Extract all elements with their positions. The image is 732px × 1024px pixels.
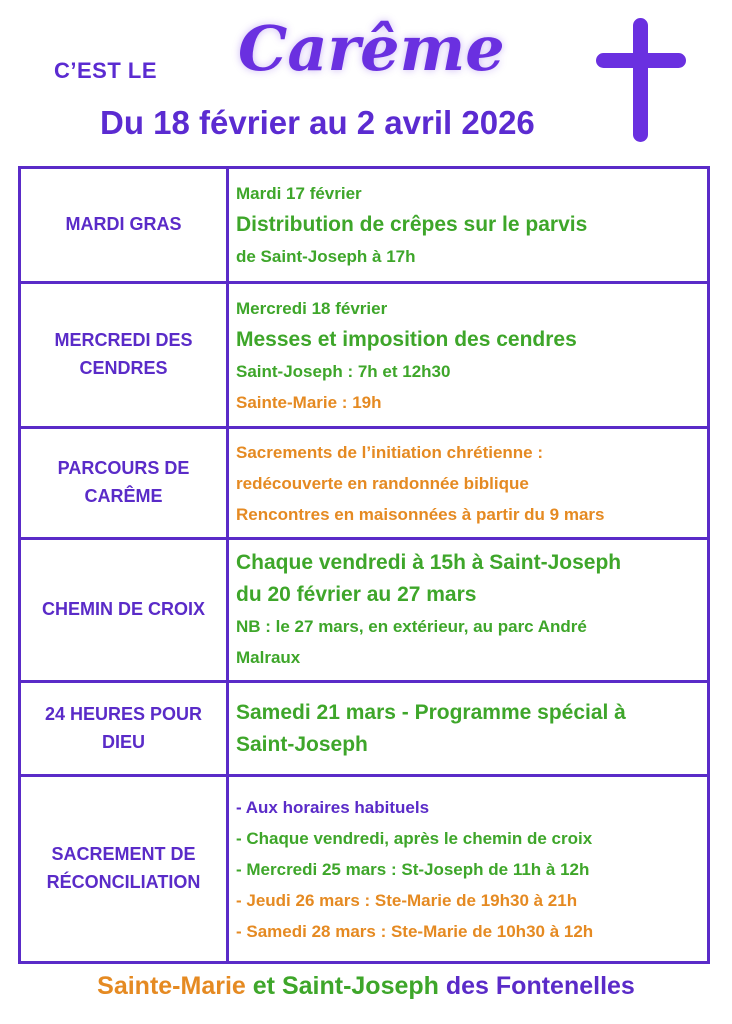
footer-saint-joseph: Saint-Joseph [281, 972, 439, 1000]
row-line: - Samedi 28 mars : Ste-Marie de 10h30 à 12h [236, 921, 594, 941]
row-line: Messes et imposition des cendres [236, 327, 577, 351]
row-content [229, 429, 707, 537]
date-range: Du 18 février au 2 avril 2026 [100, 104, 535, 141]
row-content [229, 683, 707, 774]
row-line: - Aux horaires habituels [236, 797, 430, 817]
cross-icon [596, 18, 686, 142]
row-line: Saint-Joseph : 7h et 12h30 [236, 361, 451, 381]
row-label: CHEMIN DE CROIX [21, 540, 229, 680]
table-row-reconciliation [21, 777, 707, 961]
table-row-mardi-gras [21, 169, 707, 284]
row-label: PARCOURS DE CARÊME [21, 429, 229, 537]
row-line: Sainte-Marie : 19h [236, 392, 382, 412]
row-label: SACREMENT DE RÉCONCILIATION [21, 777, 229, 961]
table-row-chemin-croix [21, 540, 707, 683]
table-row-mercredi-cendres [21, 284, 707, 429]
row-line: de Saint-Joseph à 17h [236, 247, 416, 266]
page-title: Carême [238, 12, 505, 85]
row-line: Saint-Joseph [236, 732, 368, 756]
table-row-24-heures [21, 683, 707, 777]
row-label: MARDI GRAS [21, 169, 229, 281]
schedule-table [18, 166, 710, 964]
row-content [229, 284, 707, 426]
table-row-parcours-careme [21, 429, 707, 540]
row-line: - Jeudi 26 mars : Ste-Marie de 19h30 à 21h [236, 890, 578, 910]
row-line: Rencontres en maisonnées à partir du 9 mars [236, 504, 605, 524]
row-line: - Chaque vendredi, après le chemin de croix [236, 828, 593, 848]
row-line: Mardi 17 février [236, 184, 362, 203]
row-content [229, 169, 707, 281]
row-line: - Mercredi 25 mars : St-Joseph de 11h à 12h [236, 859, 590, 879]
row-line: NB : le 27 mars, en extérieur, au parc André [236, 617, 587, 636]
footer-connector: et [245, 972, 282, 1000]
row-label: 24 HEURES POUR DIEU [21, 683, 229, 774]
row-content [229, 540, 707, 680]
footer-fontenelles: des Fontenelles [438, 972, 635, 1000]
row-line: redécouverte en randonnée biblique [236, 473, 529, 493]
row-line: Distribution de crêpes sur le parvis [236, 213, 588, 236]
row-line: du 20 février au 27 mars [236, 583, 477, 606]
row-line: Malraux [236, 648, 301, 667]
header-prefix: C’EST LE [54, 58, 158, 83]
footer-sainte-marie: Sainte-Marie [97, 972, 246, 1000]
row-line: Sacrements de l’initiation chrétienne : [236, 442, 544, 462]
row-line: Samedi 21 mars - Programme spécial à [236, 700, 626, 724]
footer-parishes [0, 972, 732, 1001]
row-content [229, 777, 707, 961]
row-line: Chaque vendredi à 15h à Saint-Joseph [236, 551, 622, 574]
row-label: MERCREDI DES CENDRES [21, 284, 229, 426]
row-line: Mercredi 18 février [236, 298, 388, 318]
